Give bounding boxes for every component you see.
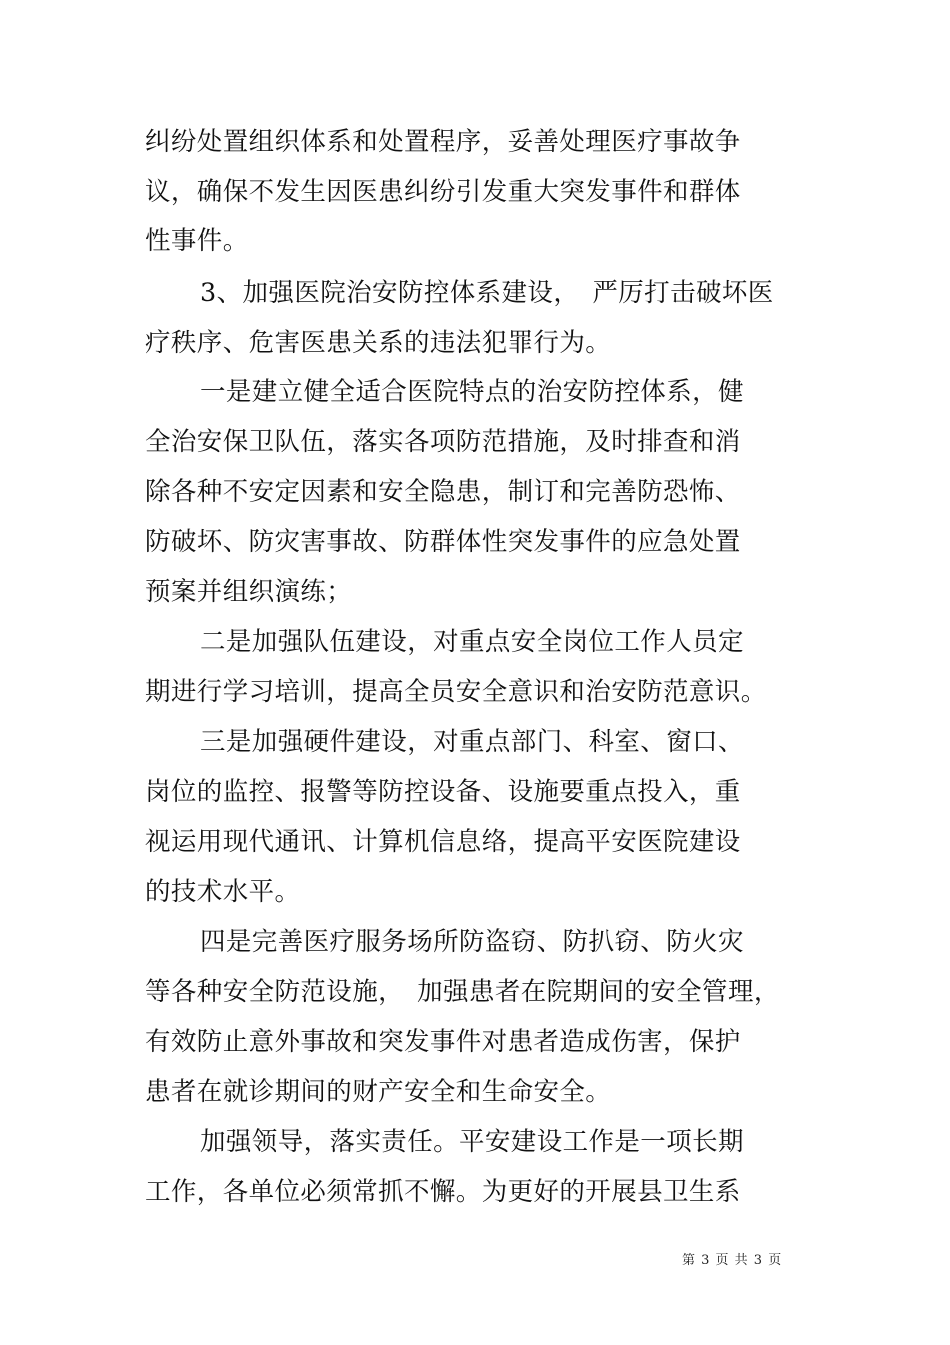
text-line: 视运用现代通讯、计算机信息络，提高平安医院建设 xyxy=(145,827,741,857)
text-line: 全治安保卫队伍，落实各项防范措施，及时排查和消 xyxy=(145,427,741,457)
text-line: 预案并组织演练； xyxy=(145,577,353,607)
page-number: 第 3 页 共 3 页 xyxy=(682,1253,783,1268)
text-line: 的技术水平。 xyxy=(145,877,301,907)
text-line: 三是加强硬件建设，对重点部门、科室、窗口、 xyxy=(200,727,744,757)
text-line: 期进行学习培训，提高全员安全意识和治安防范意识。 xyxy=(145,677,767,707)
text-line: 患者在就诊期间的财产安全和生命安全。 xyxy=(145,1077,612,1107)
text-line: 疗秩序、危害医患关系的违法犯罪行为。 xyxy=(145,328,612,358)
text-line: 防破坏、防灾害事故、防群体性突发事件的应急处置 xyxy=(145,527,741,557)
text-line: 有效防止意外事故和突发事件对患者造成伤害，保护 xyxy=(145,1027,741,1057)
text-line: 除各种不安定因素和安全隐患，制订和完善防恐怖、 xyxy=(145,477,741,507)
text-line: 一是建立健全适合医院特点的治安防控体系，健 xyxy=(200,377,744,407)
text-line: 工作，各单位必须常抓不懈。为更好的开展县卫生系 xyxy=(145,1177,741,1207)
text-line: 加强领导，落实责任。平安建设工作是一项长期 xyxy=(200,1127,744,1157)
text-line: 性事件。 xyxy=(145,226,249,256)
text-line: 二是加强队伍建设，对重点安全岗位工作人员定 xyxy=(200,627,744,657)
text-line: 纠纷处置组织体系和处置程序，妥善处理医疗事故争 xyxy=(145,127,741,157)
text-line: 3、加强医院治安防控体系建设， 严厉打击破坏医 xyxy=(200,278,774,308)
text-line: 岗位的监控、报警等防控设备、设施要重点投入，重 xyxy=(145,777,741,807)
text-line: 议，确保不发生因医患纠纷引发重大突发事件和群体 xyxy=(145,177,741,207)
text-line: 等各种安全防范设施， 加强患者在院期间的安全管理， xyxy=(145,977,780,1007)
text-line: 四是完善医疗服务场所防盗窃、防扒窃、防火灾 xyxy=(200,927,744,957)
